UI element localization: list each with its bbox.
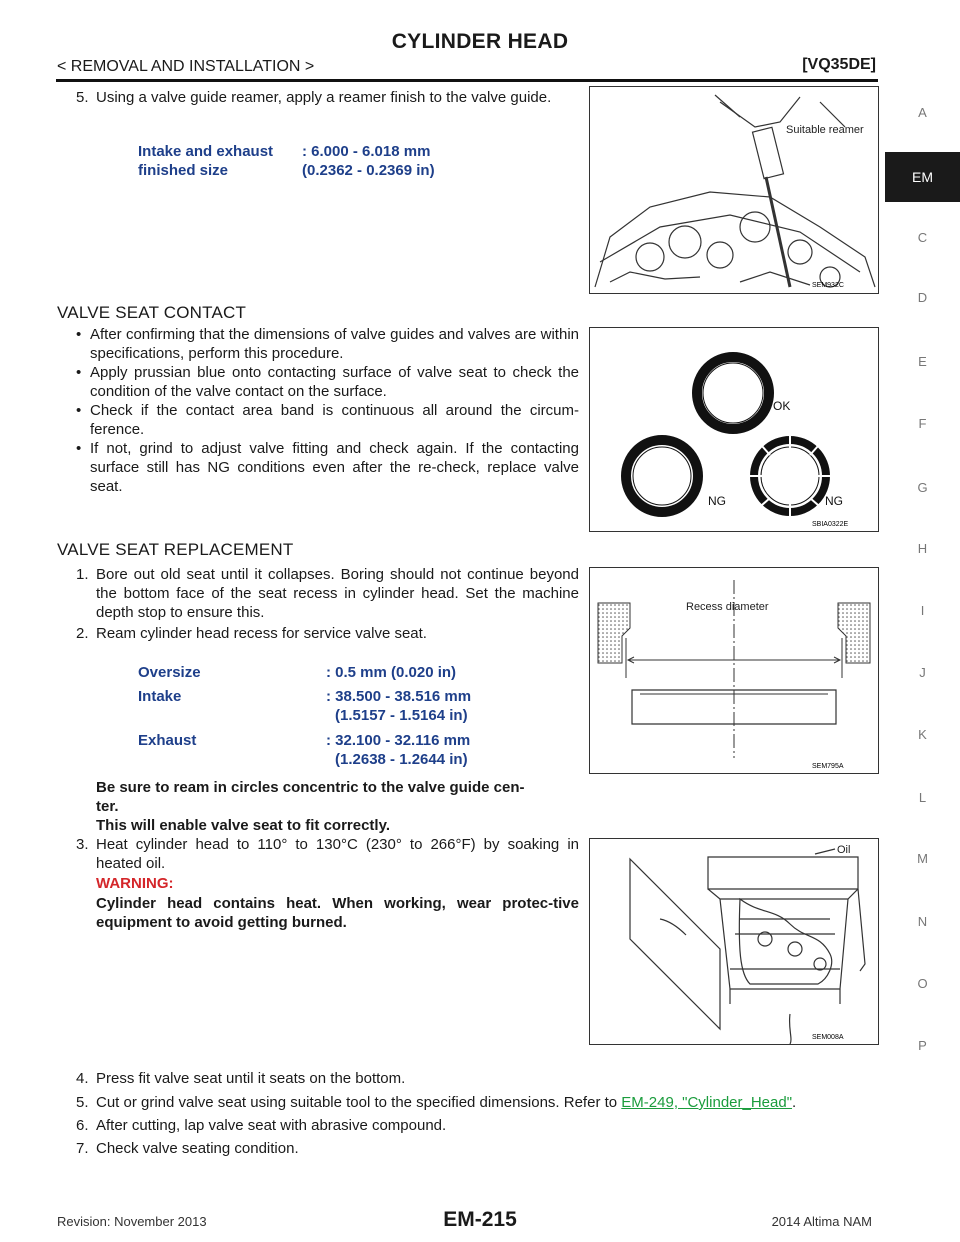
- side-tab-em[interactable]: EM: [885, 152, 960, 202]
- oil-bath-illustration: [590, 839, 878, 1044]
- figure-seat-contact: [589, 327, 879, 532]
- bullet-item: • Apply prussian blue onto contacting surface of valve seat to check the condition of the valve contact on the surface.: [76, 364, 579, 400]
- warning-text: Cylinder head contains heat. When working, wear protec-tive equipment to avoid getting burned.: [96, 895, 579, 931]
- figure-recess-diameter: [589, 567, 879, 774]
- contact-rings-illustration: [590, 328, 878, 531]
- bullet-item: • After confirming that the dimensions of valve guides and valves are within specifications, perform this procedure.: [76, 326, 579, 362]
- side-tab-p[interactable]: P: [918, 1038, 927, 1053]
- label-ng-left: NG: [708, 494, 726, 508]
- heading-valve-seat-replacement: VALVE SEAT REPLACEMENT: [57, 540, 294, 559]
- section-label: < REMOVAL AND INSTALLATION >: [57, 58, 315, 75]
- spec-exhaust-value: : 32.100 - 32.116 mm (1.2638 - 1.2644 in): [326, 732, 471, 768]
- side-tab-j[interactable]: J: [919, 665, 926, 680]
- side-tab-f[interactable]: F: [918, 416, 927, 431]
- spec-intake-label: Intake: [138, 688, 182, 705]
- replacement-step-1: 1. Bore out old seat until it collapses. Boring should not continue beyond the bottom face of the seat recess in cylinder head. Set the machine depth stop to ensure this.: [76, 566, 579, 621]
- footer-model: 2014 Altima NAM: [771, 1214, 872, 1229]
- figure-oil-bath: [589, 838, 879, 1045]
- spec-oversize-label: Oversize: [138, 664, 201, 681]
- page-number: EM-215: [443, 1208, 517, 1231]
- replacement-step-2: 2. Ream cylinder head recess for service valve seat.: [76, 625, 427, 642]
- side-tab-h[interactable]: H: [917, 541, 928, 556]
- spec-finished-size-value: : 6.000 - 6.018 mm (0.2362 - 0.2369 in): [302, 143, 435, 179]
- recess-diameter-illustration: [590, 568, 878, 773]
- side-tab-l[interactable]: L: [918, 790, 927, 805]
- replacement-step-6: 6. After cutting, lap valve seat with abrasive compound.: [76, 1117, 447, 1134]
- side-tab-i[interactable]: I: [920, 603, 925, 618]
- side-tab-c[interactable]: C: [917, 230, 928, 245]
- replacement-step-4: 4. Press fit valve seat until it seats on the bottom.: [76, 1070, 406, 1087]
- engine-label: [VQ35DE]: [802, 56, 876, 73]
- side-tab-n[interactable]: N: [917, 914, 928, 929]
- footer-revision: Revision: November 2013: [57, 1214, 207, 1229]
- bullet-item: • Check if the contact area band is continuous all around the circum-ference.: [76, 402, 579, 438]
- spec-finished-size: Intake and exhaust finished size: [138, 143, 274, 179]
- fig1-callout: Suitable reamer: [786, 124, 864, 136]
- fig1-code: SEM932C: [812, 282, 844, 289]
- label-ok: OK: [773, 399, 791, 413]
- side-tab-o[interactable]: O: [917, 976, 928, 991]
- ream-note: Be sure to ream in circles concentric to the valve guide cen- ter. This will enable valve seat to fit correctly.: [96, 779, 525, 834]
- spec-exhaust-label: Exhaust: [138, 732, 197, 749]
- side-tab-g[interactable]: G: [917, 480, 928, 495]
- reamer-illustration: [590, 87, 878, 293]
- bullet-item: • If not, grind to adjust valve fitting and check again. If the contacting surface still has NG conditions even after the re-check, replace valve seat.: [76, 440, 579, 495]
- warning-label: WARNING:: [96, 875, 174, 892]
- figure-reamer: [589, 86, 879, 294]
- fig4-callout: Oil: [837, 844, 851, 856]
- heading-valve-seat-contact: VALVE SEAT CONTACT: [57, 303, 247, 322]
- fig3-callout: Recess diameter: [686, 601, 769, 613]
- fig2-code: SBIA0322E: [812, 521, 849, 528]
- side-tab-d[interactable]: D: [917, 290, 928, 305]
- replacement-step-7: 7. Check valve seating condition.: [76, 1140, 299, 1157]
- spec-intake-value: : 38.500 - 38.516 mm (1.5157 - 1.5164 in): [326, 688, 472, 724]
- fig3-code: SEM795A: [812, 763, 844, 770]
- side-tab-e[interactable]: E: [918, 354, 927, 369]
- spec-oversize-value: : 0.5 mm (0.020 in): [326, 664, 457, 681]
- replacement-step-5: 5. Cut or grind valve seat using suitable tool to the specified dimensions. Refer to EM-249, "Cylinder_Head".: [76, 1094, 797, 1111]
- cross-reference-link[interactable]: EM-249, "Cylinder_Head": [621, 1094, 793, 1111]
- header-rule: [56, 79, 878, 82]
- fig4-code: SEM008A: [812, 1034, 844, 1041]
- page-title: CYLINDER HEAD: [391, 30, 569, 53]
- side-tab-a[interactable]: A: [918, 105, 927, 120]
- label-ng-right: NG: [825, 494, 843, 508]
- step-5-reamer: 5. Using a valve guide reamer, apply a reamer finish to the valve guide.: [76, 89, 552, 106]
- side-tab-k[interactable]: K: [918, 727, 927, 742]
- seat-contact-bullets: [76, 325, 579, 496]
- side-tab-m[interactable]: M: [917, 851, 928, 866]
- replacement-step-3: 3. Heat cylinder head to 110° to 130°C (230° to 266°F) by soaking in heated oil.: [76, 836, 579, 872]
